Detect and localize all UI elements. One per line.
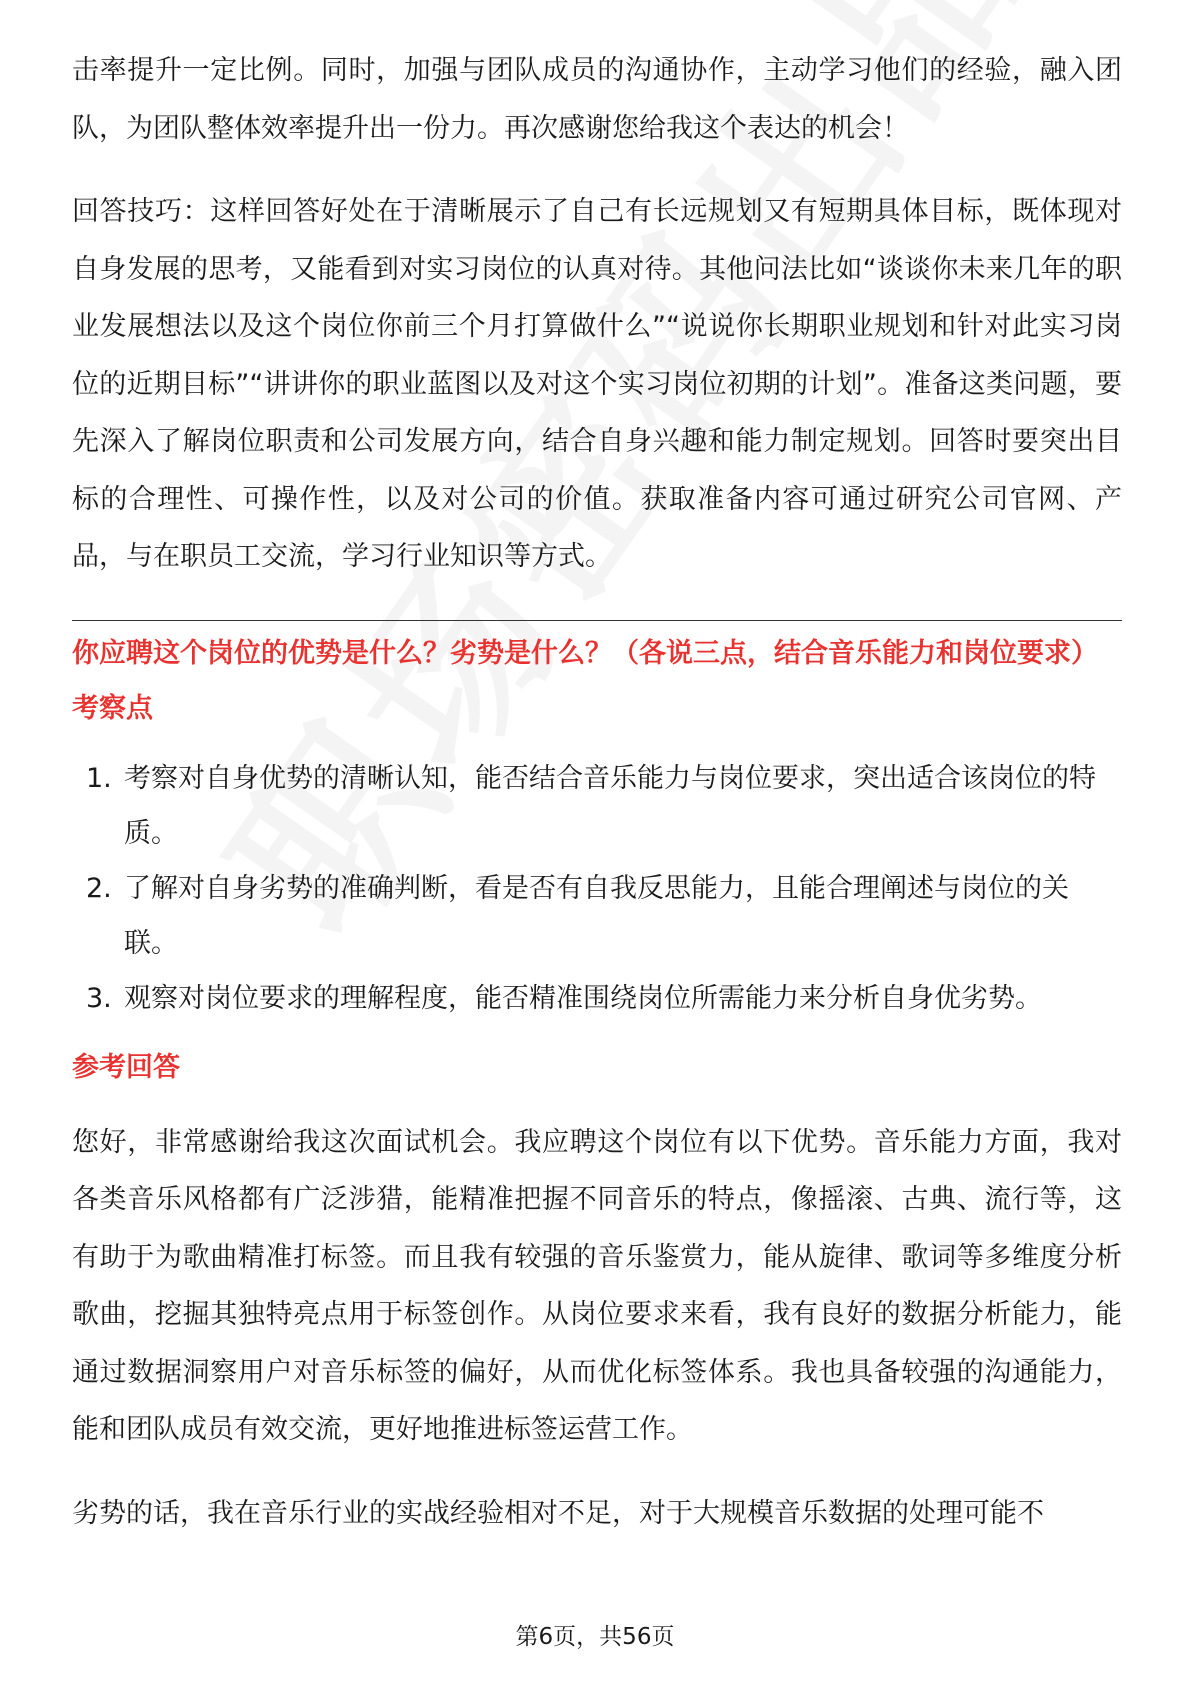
list-item	[72, 751, 1122, 861]
document-page	[72, 42, 1122, 1542]
list-text: 考察对自身优势的清晰认知，能否结合音乐能力与岗位要求，突出适合该岗位的特质。	[124, 762, 1096, 849]
intro-paragraph: 击率提升一定比例。同时，加强与团队成员的沟通协作，主动学习他们的经验，融入团队，为团队整体效率提升出一份力。再次感谢您给我这个表达的机会！	[72, 55, 1122, 144]
assessment-label: 考察点	[72, 692, 153, 724]
reference-paragraph-2: 劣势的话，我在音乐行业的实战经验相对不足，对于大规模音乐数据的处理可能不	[72, 1497, 1044, 1529]
list-text: 观察对岗位要求的理解程度，能否精准围绕岗位所需能力来分析自身优劣势。	[124, 982, 1042, 1014]
tip-paragraph: 回答技巧：这样回答好处在于清晰展示了自己有长远规划又有短期具体目标，既体现对自身发展的思考，又能看到对实习岗位的认真对待。其他问法比如“谈谈你未来几年的职业发展想法以及这个岗位你前三个月打算做什么”“说说你长期职业规划和针对此实习岗位的近期目标”“讲讲你的职业蓝图以及对这个实习岗位初期的计划”。准备这类问题，要先深入了解岗位职责和公司发展方向，结合自身兴趣和能力制定规划。回答时要突出目标的合理性、可操作性，以及对公司的价值。获取准备内容可通过研究公司官网、产品，与在职员工交流，学习行业知识等方式。	[72, 196, 1122, 572]
question-heading: 你应聘这个岗位的优势是什么？劣势是什么？（各说三点，结合音乐能力和岗位要求）	[72, 637, 1098, 669]
reference-label: 参考回答	[72, 1051, 180, 1083]
list-text: 了解对自身劣势的准确判断，看是否有自我反思能力，且能合理阐述与岗位的关联。	[124, 872, 1069, 959]
list-item	[72, 861, 1122, 971]
assessment-list	[72, 751, 1122, 1026]
list-number: 2.	[86, 872, 112, 904]
list-number: 1.	[86, 762, 112, 794]
section-divider	[72, 620, 1122, 621]
list-item	[72, 971, 1122, 1026]
list-number: 3.	[86, 982, 112, 1014]
reference-paragraph-1: 您好，非常感谢给我这次面试机会。我应聘这个岗位有以下优势。音乐能力方面，我对各类音乐风格都有广泛涉猎，能精准把握不同音乐的特点，像摇滚、古典、流行等，这有助于为歌曲精准打标签。而且我有较强的音乐鉴赏力，能从旋律、歌词等多维度分析歌曲，挖掘其独特亮点用于标签创作。从岗位要求来看，我有良好的数据分析能力，能通过数据洞察用户对音乐标签的偏好，从而优化标签体系。我也具备较强的沟通能力，能和团队成员有效交流，更好地推进标签运营工作。	[72, 1126, 1122, 1445]
page-number-footer: 第6页，共56页	[515, 1624, 675, 1650]
